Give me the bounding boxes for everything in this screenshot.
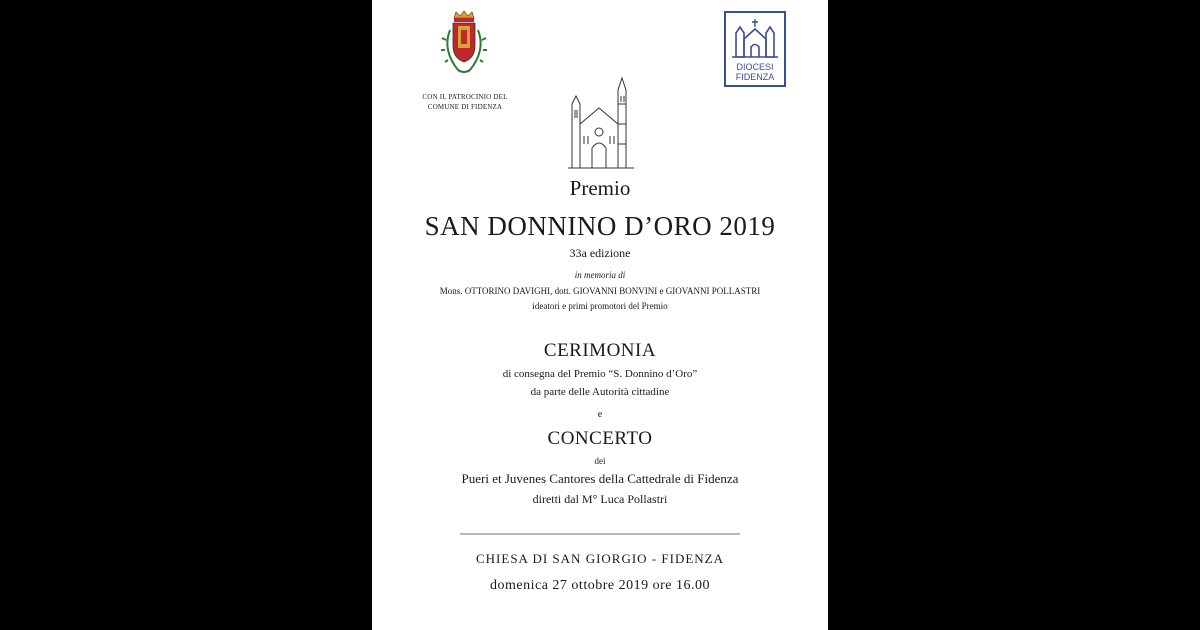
patronage-line-2: COMUNE DI FIDENZA [427, 103, 503, 111]
award-label: Premio [569, 176, 631, 200]
event-poster [372, 0, 828, 630]
award-title: SAN DONNINO D’ORO 2019 [424, 211, 776, 241]
ceremony-heading: CERIMONIA [543, 340, 657, 361]
concert-heading: CONCERTO [547, 428, 653, 449]
dei-text: dei [594, 456, 606, 466]
conjunction-text: e [597, 409, 603, 420]
venue-text: CHIESA DI SAN GIORGIO - FIDENZA [475, 551, 725, 566]
honorees-text: Mons. OTTORINO DAVIGHI, dott. GIOVANNI BONVINI e GIOVANNI POLLASTRI [439, 286, 761, 296]
edition-text: 33a edizione [569, 246, 631, 260]
diocese-label-1: DIOCESI [736, 62, 774, 72]
divider [460, 533, 740, 535]
diocese-logo [724, 11, 786, 87]
diocese-building-icon [726, 13, 784, 61]
event-datetime: domenica 27 ottobre 2019 ore 16.00 [490, 578, 710, 593]
patronage-text [410, 92, 520, 112]
cathedral-drawing-icon [566, 74, 636, 170]
director-text: diretti dal M° Luca Pollastri [532, 492, 668, 506]
in-memoria-text: in memoria di [574, 270, 626, 280]
ceremony-description: di consegna del Premio “S. Donnino d’Oro” [502, 368, 698, 380]
municipal-crest-icon [434, 10, 494, 84]
ideatori-text: ideatori e primi promotori del Premio [532, 301, 668, 311]
patronage-line-1: CON IL PATROCINIO DEL [422, 93, 508, 101]
diocese-label-2: FIDENZA [735, 72, 775, 82]
performers-text: Pueri et Juvenes Cantores della Cattedrale di Fidenza [461, 471, 739, 486]
authorities-text: da parte delle Autorità cittadine [530, 386, 670, 398]
